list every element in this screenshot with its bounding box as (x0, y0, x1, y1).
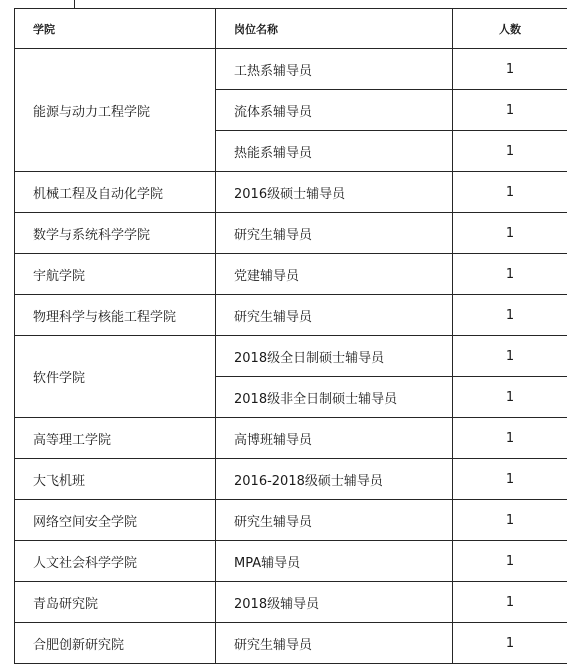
college-cell: 大飞机班 (15, 459, 216, 500)
table-header-row (15, 9, 568, 49)
table-row (15, 582, 568, 623)
position-cell: 2018级全日制硕士辅导员 (216, 336, 453, 377)
college-cell: 青岛研究院 (15, 582, 216, 623)
count-cell: 1 (453, 459, 568, 500)
count-cell: 1 (453, 582, 568, 623)
position-cell: 2016级硕士辅导员 (216, 172, 453, 213)
college-cell: 高等理工学院 (15, 418, 216, 459)
count-cell: 1 (453, 623, 568, 664)
position-cell: 研究生辅导员 (216, 295, 453, 336)
position-cell: 流体系辅导员 (216, 90, 453, 131)
position-cell: 高博班辅导员 (216, 418, 453, 459)
count-cell: 1 (453, 90, 568, 131)
page (14, 0, 567, 666)
positions-table (14, 8, 567, 664)
college-cell: 物理科学与核能工程学院 (15, 295, 216, 336)
count-cell: 1 (453, 213, 568, 254)
count-cell: 1 (453, 172, 568, 213)
previous-table-edge (14, 0, 75, 8)
count-cell: 1 (453, 295, 568, 336)
table-row (15, 541, 568, 582)
table-row (15, 213, 568, 254)
count-cell: 1 (453, 377, 568, 418)
count-cell: 1 (453, 541, 568, 582)
college-cell: 合肥创新研究院 (15, 623, 216, 664)
position-cell: 党建辅导员 (216, 254, 453, 295)
college-cell: 机械工程及自动化学院 (15, 172, 216, 213)
college-cell: 软件学院 (15, 336, 216, 418)
table-row (15, 418, 568, 459)
table-row (15, 295, 568, 336)
table-row (15, 336, 568, 377)
college-cell: 宇航学院 (15, 254, 216, 295)
table-row (15, 623, 568, 664)
college-cell: 数学与系统科学学院 (15, 213, 216, 254)
count-cell: 1 (453, 49, 568, 90)
position-cell: MPA辅导员 (216, 541, 453, 582)
table-row (15, 49, 568, 90)
count-cell: 1 (453, 131, 568, 172)
count-cell: 1 (453, 336, 568, 377)
college-cell: 能源与动力工程学院 (15, 49, 216, 172)
position-cell: 2018级非全日制硕士辅导员 (216, 377, 453, 418)
position-cell: 研究生辅导员 (216, 213, 453, 254)
header-position: 岗位名称 (216, 9, 453, 49)
table-row (15, 459, 568, 500)
college-cell: 人文社会科学学院 (15, 541, 216, 582)
position-cell: 工热系辅导员 (216, 49, 453, 90)
college-cell: 网络空间安全学院 (15, 500, 216, 541)
header-college: 学院 (15, 9, 216, 49)
count-cell: 1 (453, 254, 568, 295)
count-cell: 1 (453, 500, 568, 541)
header-count: 人数 (453, 9, 568, 49)
count-cell: 1 (453, 418, 568, 459)
table-row (15, 172, 568, 213)
position-cell: 2018级辅导员 (216, 582, 453, 623)
position-cell: 研究生辅导员 (216, 500, 453, 541)
position-cell: 2016-2018级硕士辅导员 (216, 459, 453, 500)
position-cell: 研究生辅导员 (216, 623, 453, 664)
table-row (15, 500, 568, 541)
table-row (15, 254, 568, 295)
position-cell: 热能系辅导员 (216, 131, 453, 172)
